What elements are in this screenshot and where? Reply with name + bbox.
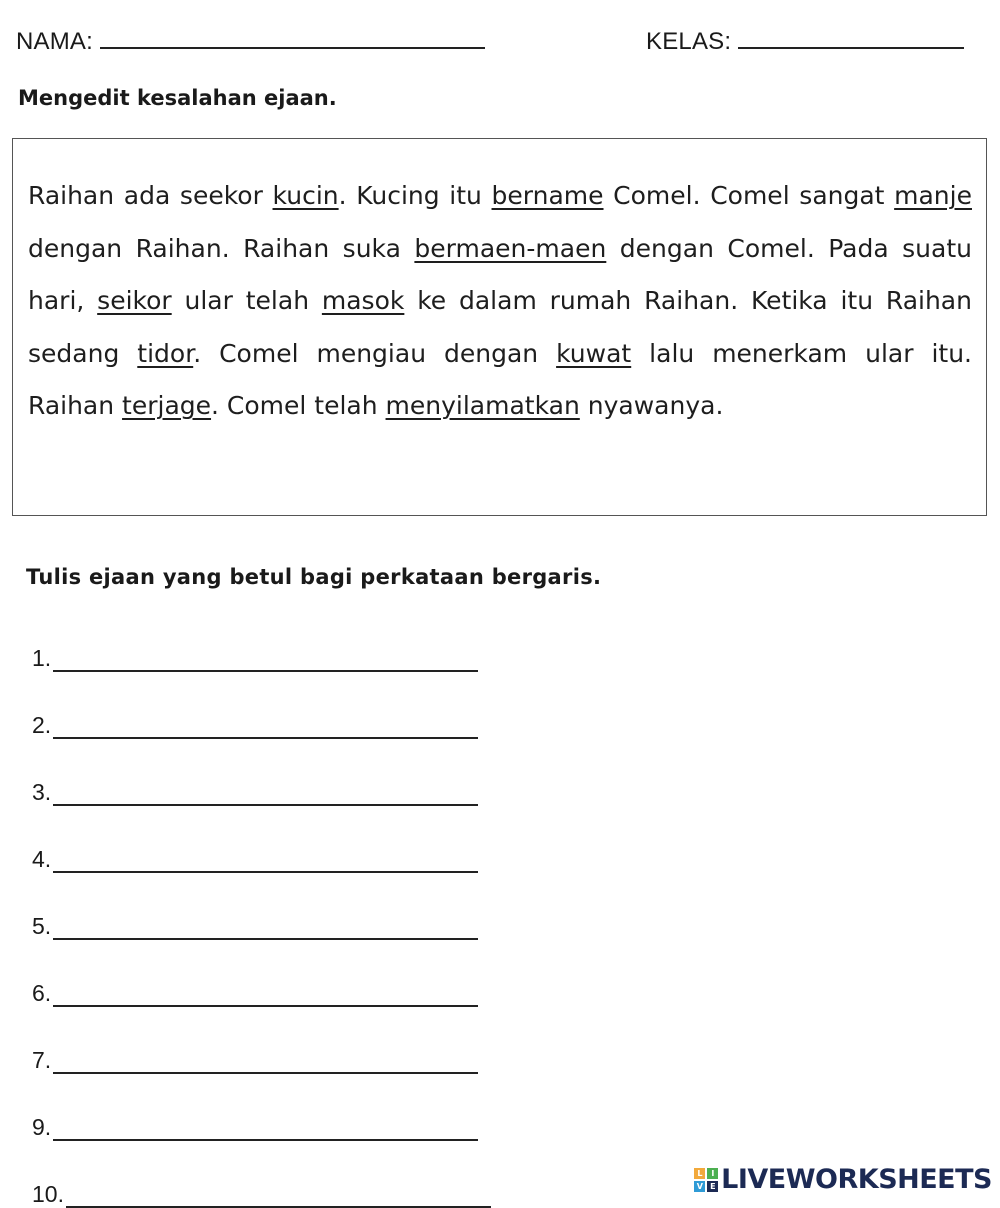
- underlined-word: kuwat: [556, 338, 632, 368]
- class-field: [646, 28, 964, 56]
- answer-number: 9.: [32, 1114, 52, 1140]
- class-blank[interactable]: [738, 29, 964, 49]
- answer-number: 2.: [32, 712, 52, 738]
- passage-segment: Raihan ada seekor: [28, 181, 273, 210]
- answer-blank[interactable]: [53, 985, 478, 1007]
- name-blank[interactable]: [100, 29, 485, 49]
- passage-segment: dengan Raihan. Raihan suka: [28, 233, 415, 263]
- underlined-word: kucin: [272, 181, 339, 210]
- name-field: [16, 28, 485, 56]
- underlined-word: seikor: [97, 286, 172, 315]
- section-title-answers: Tulis ejaan yang betul bagi perkataan bergaris.: [26, 565, 602, 589]
- name-label: NAMA:: [16, 28, 94, 55]
- passage-segment: . Comel mengiau dengan: [193, 338, 557, 368]
- underlined-word: tidor: [137, 338, 194, 368]
- passage-segment: nyawanya.: [579, 391, 724, 420]
- underlined-word: bername: [491, 181, 604, 210]
- answer-number: 3.: [32, 779, 52, 805]
- class-label: KELAS:: [646, 28, 732, 55]
- answer-blank[interactable]: [53, 784, 478, 806]
- answer-row: [32, 940, 491, 1007]
- underlined-word: bermaen-maen: [414, 233, 607, 263]
- answer-row: [32, 873, 491, 940]
- answer-row: [32, 1141, 491, 1208]
- underlined-word: menyilamatkan: [385, 391, 580, 420]
- passage-segment: ular telah: [171, 286, 322, 315]
- answer-list: [32, 605, 491, 1208]
- logo-tile: V: [694, 1181, 705, 1192]
- answer-number: 5.: [32, 913, 52, 939]
- answer-blank[interactable]: [53, 851, 478, 873]
- answer-row: [32, 605, 491, 672]
- answer-number: 7.: [32, 1047, 52, 1073]
- answer-blank[interactable]: [53, 918, 478, 940]
- answer-number: 4.: [32, 846, 52, 872]
- brand-name: LIVEWORKSHEETS: [721, 1164, 992, 1195]
- underlined-word: manje: [894, 181, 972, 210]
- answer-blank[interactable]: [53, 1119, 478, 1141]
- passage-segment: Comel. Comel sangat: [603, 181, 895, 210]
- answer-number: 10.: [32, 1181, 64, 1207]
- passage-segment: . Kucing itu: [338, 181, 492, 210]
- answer-row: [32, 739, 491, 806]
- logo-tile: E: [707, 1181, 718, 1192]
- answer-row: [32, 1074, 491, 1141]
- liveworksheets-logo: [694, 1164, 992, 1195]
- passage-segment: . Comel telah: [211, 391, 386, 420]
- logo-tile: L: [694, 1168, 705, 1179]
- passage-segment: ke dalam rumah Raihan. Ketika itu Raihan sedang: [28, 286, 972, 368]
- answer-number: 6.: [32, 980, 52, 1006]
- answer-blank[interactable]: [53, 717, 478, 739]
- underlined-word: masok: [321, 286, 405, 315]
- answer-row: [32, 806, 491, 873]
- passage-segment: dengan Comel. Pada suatu hari,: [28, 233, 972, 315]
- logo-tile: I: [707, 1168, 718, 1179]
- answer-number: 1.: [32, 645, 52, 671]
- underlined-word: terjage: [122, 391, 212, 420]
- passage-text: [28, 170, 972, 433]
- answer-blank[interactable]: [53, 1052, 478, 1074]
- passage-segment: lalu menerkam ular itu. Raihan: [28, 338, 972, 420]
- answer-blank[interactable]: [53, 650, 478, 672]
- section-title-edit: Mengedit kesalahan ejaan.: [18, 86, 337, 110]
- answer-blank[interactable]: [66, 1186, 491, 1208]
- logo-icon: [694, 1168, 718, 1192]
- answer-row: [32, 1007, 491, 1074]
- answer-row: [32, 672, 491, 739]
